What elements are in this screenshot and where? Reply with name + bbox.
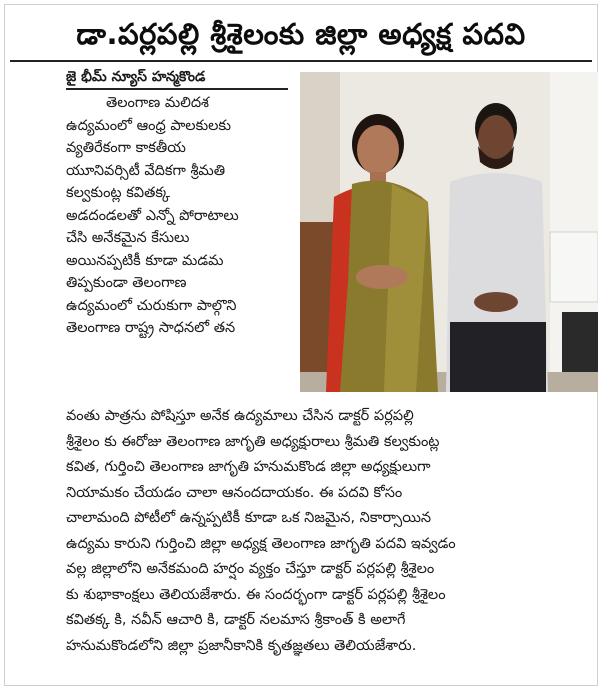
article-column-text bbox=[66, 92, 292, 340]
text-line: ఉద్యమంలో చురుకుగా పాల్గొని bbox=[66, 297, 237, 314]
text-line: కు శుభాకాంక్షలు తెలియజేశారు. ఈ సందర్భంగా డాక్టర్ పర్లపల్లి శ్రీశైలం bbox=[66, 586, 446, 603]
text-line: కవితక్క కి, నవీన్ ఆచారి కి, డాక్టర్ నలమాస శ్రీకాంత్ కి అలాగే bbox=[66, 612, 406, 628]
text-line: వల్ల జిల్లాలోని అనేకమంది హర్షం వ్యక్తం చేస్తూ డాక్టర్ పర్లపల్లి శ్రీశైలం bbox=[66, 561, 435, 577]
text-line: ఉద్యమ కారుని గుర్తించి జిల్లా అధ్యక్ష తెలంగాణ జాగృతి పదవి ఇవ్వడం bbox=[66, 535, 456, 552]
text-line: అడదండలతో ఎన్నో పోరాటాలు bbox=[66, 207, 239, 224]
text-line: యూనివర్సిటీ వేదికగా శ్రీమతి bbox=[66, 162, 226, 179]
photo-face-woman bbox=[357, 125, 399, 175]
photo-hands-man bbox=[474, 292, 518, 312]
text-line: తెలంగాణ రాష్ట్ర సాధనలో తన bbox=[66, 320, 236, 336]
article-photo bbox=[300, 72, 598, 392]
text-line: నియామకం చేయడం చాలా ఆనందదాయకం. ఈ పదవి కోసం bbox=[66, 484, 403, 501]
article-dateline: జై భీమ్ న్యూస్ హన్మకొండ bbox=[66, 66, 288, 90]
photo-hands-woman bbox=[356, 265, 408, 289]
headline-rule bbox=[10, 60, 592, 62]
text-line: చేసి అనేకమైన కేసులు bbox=[66, 230, 190, 246]
text-line: శ్రీశైలం కు ఈరోజు తెలంగాణ జాగృతి అధ్యక్షురాలు శ్రీమతి కల్వకుంట్ల bbox=[66, 433, 440, 450]
text-line: తిప్పకుండా తెలంగాణ bbox=[66, 275, 187, 291]
text-line: వ్యతిరేకంగా కాకతీయ bbox=[66, 140, 186, 156]
photo-trousers bbox=[450, 322, 546, 392]
text-line: కల్వకుంట్ల కవితక్క bbox=[66, 185, 170, 201]
text-line: హనుమకొండలోని జిల్లా ప్రజానీకానికి కృతజ్ఞతలు తెలియజేశారు. bbox=[66, 637, 417, 654]
article-headline: డా.పర్లపల్లి శ్రీశైలంకు జిల్లా అధ్యక్ష పదవి bbox=[76, 17, 526, 51]
text-line: కవిత, గుర్తించి తెలంగాణ జాగృతి హనుమకొండ జిల్లా అధ్యక్షులుగా bbox=[66, 459, 431, 475]
text-line: అయినప్పటికీ కూడా మడమ bbox=[66, 252, 224, 269]
text-line: వంతు పాత్రను పోషిస్తూ అనేక ఉద్యమాలు చేసిన డాక్టర్ పర్లపల్లి bbox=[66, 408, 414, 424]
text-line: ఉద్యమంలో ఆంధ్ర పాలకులకు bbox=[66, 117, 232, 134]
text-line: చాలామంది పోటీలో ఉన్నప్పటికీ కూడా ఒక నిజమైన, నికార్సాయిన bbox=[66, 510, 432, 526]
text-line: తెలంగాణ మలిదశ bbox=[106, 95, 210, 111]
article-body-text bbox=[66, 404, 596, 659]
photo-sofa bbox=[550, 232, 598, 302]
photo-illustration bbox=[300, 72, 598, 392]
